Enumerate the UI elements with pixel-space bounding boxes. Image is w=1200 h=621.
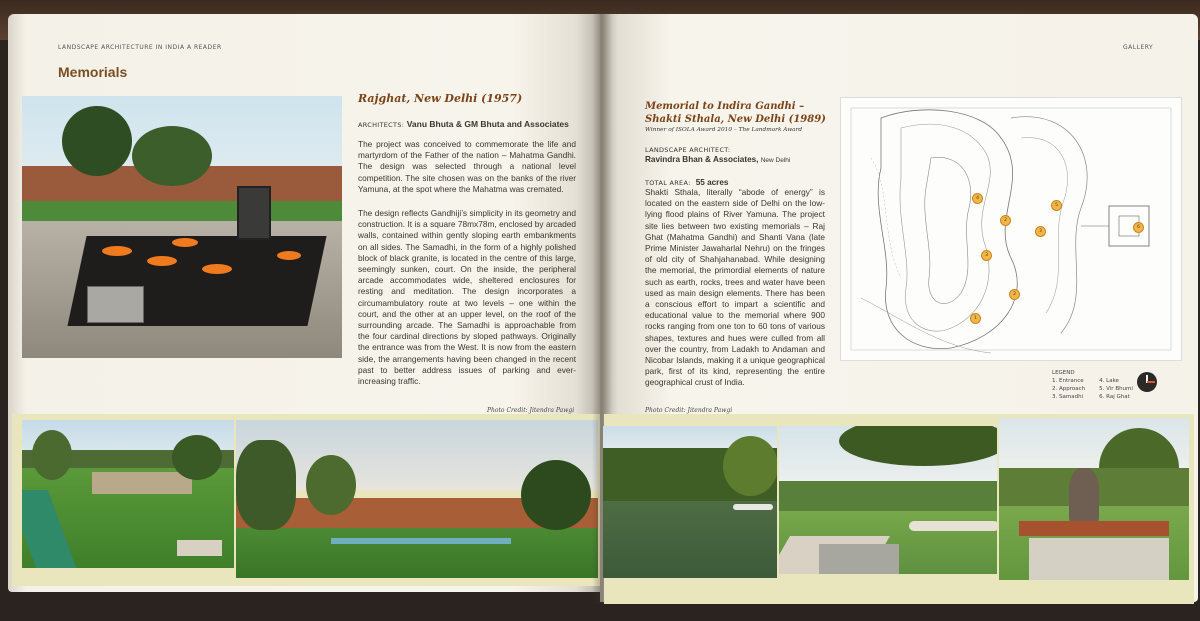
map-legend bbox=[1052, 369, 1133, 401]
section-title: Memorials bbox=[58, 64, 128, 80]
left-photo-credit: Photo Credit: Jitendra Pawgi bbox=[487, 407, 575, 414]
map-marker-6: 6 bbox=[1133, 222, 1144, 233]
shakti-sthala-rock-photo bbox=[999, 418, 1189, 580]
legend-title: LEGEND bbox=[1052, 370, 1075, 376]
landscape-architect-city: New Delhi bbox=[760, 157, 791, 164]
landscape-architect-label: LANDSCAPE ARCHITECT: bbox=[645, 146, 731, 154]
map-marker-2b: 2 bbox=[1000, 215, 1011, 226]
north-arrow-icon bbox=[1137, 372, 1157, 392]
left-running-head: LANDSCAPE ARCHITECTURE IN INDIA A READER bbox=[58, 44, 222, 51]
right-photo-credit: Photo Credit: Jitendra Pawgi bbox=[645, 407, 733, 414]
legend-item: 3. Samadhi bbox=[1052, 394, 1084, 400]
legend-column-1 bbox=[1052, 377, 1085, 401]
map-marker-3b: 3 bbox=[1035, 226, 1046, 237]
architects-value: Vanu Bhuta & GM Bhuta and Associates bbox=[406, 119, 569, 129]
rajghat-paragraph-2: The design reflects Gandhiji’s simplicity in its geometry and construction. It is a square 78mx78m, enclosed by arcaded walls, contained within gently sloping earth embankments on all sides. The Samadhi, in the form of a highly polished block of black granite, is located in the centre of this large, seemingly sunken, court. On the inside, the peripheral arcade accommodates wide, sheltered enclosures for resting and meditation. The design incorporates a circumambulatory route at two levels – one within the court, and the other at an upper level, on the roof of the surrounding arcade. The Samadhi is approachable from the four cardinal directions by sloped pathways. Originally the entrance was from the West. It is now from the eastern side, the arrangements having been changed in the recent past to better address issues of parking and ever-increasing traffic. bbox=[358, 208, 576, 387]
landscape-architect-line bbox=[645, 155, 790, 164]
rajghat-lawn-photo bbox=[22, 420, 234, 568]
rajghat-paragraph-1: The project was conceived to commemorate the life and martyrdom of the Father of the nation – Mahatma Gandhi. The design was selected through a national level competition. The site chosen was on the banks of the river Yamuna, at the spot where the Mahatma was cremated. bbox=[358, 139, 576, 194]
shakti-sthala-lawn-photo bbox=[779, 426, 997, 574]
rajghat-main-photo bbox=[22, 96, 342, 358]
legend-item: 2. Approach bbox=[1052, 386, 1086, 392]
rajghat-enclosure-photo bbox=[236, 420, 598, 578]
indira-memorial-title: Memorial to Indira Gandhi – Shakti Sthala, New Delhi (1989) bbox=[645, 101, 826, 125]
total-area-label: TOTAL AREA: bbox=[645, 179, 691, 187]
award-line: Winner of ISOLA Award 2010 – The Landmark Award bbox=[645, 127, 803, 133]
map-marker-5: 5 bbox=[1051, 200, 1062, 211]
architects-label: ARCHITECTS: bbox=[358, 121, 405, 129]
total-area-value: 55 acres bbox=[695, 178, 729, 187]
legend-column-2 bbox=[1099, 377, 1133, 401]
map-marker-2: 2 bbox=[1009, 289, 1020, 300]
map-marker-4: 4 bbox=[972, 193, 983, 204]
site-plan-map bbox=[840, 97, 1182, 361]
right-running-head: GALLERY bbox=[1123, 44, 1154, 51]
legend-item: 6. Raj Ghat bbox=[1099, 394, 1130, 400]
indira-memorial-paragraph: Shakti Sthala, literally “abode of energy” is located on the eastern side of Delhi on the low-lying flood plains of River Yamuna. The project site lies between two existing memorials – Raj Ghat (Mahatma Gandhi) and Shanti Vana (late Prime Minister Jawaharlal Nehru) on the fringes of old city of Shahjahanabad. While designing the memorial, the primordial elements of nature such as earth, rocks, trees and water have been used as main design elements. There has been a conscious effort to impart a scientific and educational value to the memorial where 900 rocks ranging from one ton to 60 tons of various shapes, textures and hues were culled from all over the country, from Ladakh to Andaman and Nicobar Islands, making it a unique geographical park, first of its kind, representing the entire geographical crust of India. bbox=[645, 187, 825, 388]
legend-item: 4. Lake bbox=[1099, 378, 1119, 384]
legend-item: 1. Entrance bbox=[1052, 378, 1084, 384]
map-marker-3: 3 bbox=[981, 250, 992, 261]
shakti-sthala-lake-photo bbox=[603, 426, 777, 578]
legend-item: 5. Vir Bhumi bbox=[1099, 386, 1133, 392]
landscape-architect-value: Ravindra Bhan & Associates, bbox=[645, 155, 759, 164]
rajghat-title: Rajghat, New Delhi (1957) bbox=[358, 92, 523, 105]
map-marker-1: 1 bbox=[970, 313, 981, 324]
architects-line bbox=[358, 119, 569, 129]
site-plan-drawing bbox=[841, 98, 1181, 360]
